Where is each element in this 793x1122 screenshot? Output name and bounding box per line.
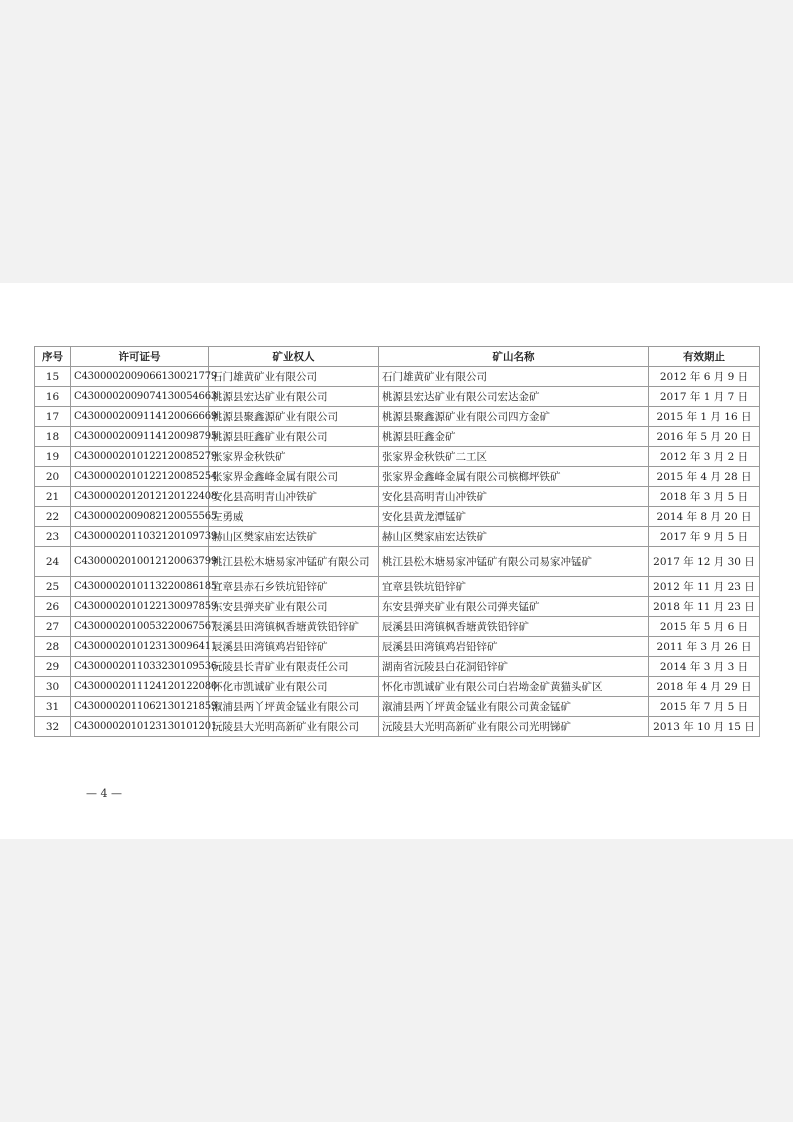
table-row	[35, 407, 760, 427]
row-rights-holder: 石门雄黄矿业有限公司	[209, 367, 379, 387]
table-row	[35, 487, 760, 507]
document-page	[0, 283, 793, 839]
row-license-number: C4300002010123130101201	[71, 717, 209, 737]
row-expiry-date: 2012 年 6 月 9 日	[649, 367, 760, 387]
header-serial-number: 序号	[35, 347, 71, 367]
row-serial-number: 25	[35, 577, 71, 597]
row-expiry-date: 2016 年 5 月 20 日	[649, 427, 760, 447]
row-license-number: C4300002009074130054663	[71, 387, 209, 407]
row-mine-name: 辰溪县田湾镇鸡岩铅锌矿	[379, 637, 649, 657]
row-mine-name: 东安县弹夹矿业有限公司弹夹锰矿	[379, 597, 649, 617]
row-serial-number: 22	[35, 507, 71, 527]
row-mine-name: 赫山区樊家庙宏达铁矿	[379, 527, 649, 547]
row-license-number: C4300002011062130121859	[71, 697, 209, 717]
row-rights-holder: 赫山区樊家庙宏达铁矿	[209, 527, 379, 547]
row-expiry-date: 2018 年 4 月 29 日	[649, 677, 760, 697]
row-license-number: C4300002010053220067567	[71, 617, 209, 637]
table-row	[35, 717, 760, 737]
row-mine-name: 湖南省沅陵县白花洞铅锌矿	[379, 657, 649, 677]
row-license-number: C4300002010123130096411	[71, 637, 209, 657]
table-row	[35, 577, 760, 597]
table-row	[35, 637, 760, 657]
row-serial-number: 19	[35, 447, 71, 467]
row-mine-name: 桃源县旺鑫金矿	[379, 427, 649, 447]
row-rights-holder: 左勇威	[209, 507, 379, 527]
row-serial-number: 17	[35, 407, 71, 427]
row-mine-name: 石门雄黄矿业有限公司	[379, 367, 649, 387]
table-row	[35, 547, 760, 577]
row-expiry-date: 2017 年 1 月 7 日	[649, 387, 760, 407]
table-header-row	[35, 347, 760, 367]
row-mine-name: 宜章县铁坑铅锌矿	[379, 577, 649, 597]
row-mine-name: 溆浦县两丫坪黄金锰业有限公司黄金锰矿	[379, 697, 649, 717]
table-row	[35, 527, 760, 547]
mining-permit-table	[34, 346, 760, 737]
row-license-number: C4300002009066130021779	[71, 367, 209, 387]
header-expiry-date: 有效期止	[649, 347, 760, 367]
table-row	[35, 447, 760, 467]
row-expiry-date: 2018 年 11 月 23 日	[649, 597, 760, 617]
row-mine-name: 安化县高明青山冲铁矿	[379, 487, 649, 507]
row-rights-holder: 张家界金鑫峰金属有限公司	[209, 467, 379, 487]
row-expiry-date: 2015 年 4 月 28 日	[649, 467, 760, 487]
row-license-number: C4300002011032120109739	[71, 527, 209, 547]
row-mine-name: 张家界金秋铁矿二工区	[379, 447, 649, 467]
row-expiry-date: 2014 年 8 月 20 日	[649, 507, 760, 527]
row-expiry-date: 2012 年 3 月 2 日	[649, 447, 760, 467]
row-rights-holder: 东安县弹夹矿业有限公司	[209, 597, 379, 617]
row-rights-holder: 怀化市凯诚矿业有限公司	[209, 677, 379, 697]
row-expiry-date: 2017 年 12 月 30 日	[649, 547, 760, 577]
row-serial-number: 20	[35, 467, 71, 487]
table-row	[35, 597, 760, 617]
row-mine-name: 桃江县松木塘易家冲锰矿有限公司易家冲锰矿	[379, 547, 649, 577]
row-rights-holder: 沅陵县大光明高新矿业有限公司	[209, 717, 379, 737]
row-mine-name: 沅陵县大光明高新矿业有限公司光明锑矿	[379, 717, 649, 737]
row-serial-number: 32	[35, 717, 71, 737]
row-serial-number: 31	[35, 697, 71, 717]
row-license-number: C4300002010012120063799	[71, 547, 209, 577]
row-expiry-date: 2014 年 3 月 3 日	[649, 657, 760, 677]
table-row	[35, 427, 760, 447]
row-serial-number: 26	[35, 597, 71, 617]
row-serial-number: 18	[35, 427, 71, 447]
table-row	[35, 617, 760, 637]
row-rights-holder: 安化县高明青山冲铁矿	[209, 487, 379, 507]
table-row	[35, 507, 760, 527]
row-serial-number: 21	[35, 487, 71, 507]
row-mine-name: 桃源县聚鑫源矿业有限公司四方金矿	[379, 407, 649, 427]
row-mine-name: 张家界金鑫峰金属有限公司槟榔坪铁矿	[379, 467, 649, 487]
table-row	[35, 697, 760, 717]
row-license-number: C4300002010122130097859	[71, 597, 209, 617]
row-rights-holder: 桃源县旺鑫矿业有限公司	[209, 427, 379, 447]
table-body	[35, 367, 760, 737]
table-row	[35, 367, 760, 387]
row-license-number: C4300002011033230109536	[71, 657, 209, 677]
row-serial-number: 29	[35, 657, 71, 677]
row-rights-holder: 溆浦县两丫坪黄金锰业有限公司	[209, 697, 379, 717]
row-serial-number: 30	[35, 677, 71, 697]
row-expiry-date: 2015 年 1 月 16 日	[649, 407, 760, 427]
row-rights-holder: 沅陵县长青矿业有限责任公司	[209, 657, 379, 677]
row-mine-name: 桃源县宏达矿业有限公司宏达金矿	[379, 387, 649, 407]
row-rights-holder: 桃源县宏达矿业有限公司	[209, 387, 379, 407]
row-expiry-date: 2012 年 11 月 23 日	[649, 577, 760, 597]
row-rights-holder: 辰溪县田湾镇鸡岩铅锌矿	[209, 637, 379, 657]
row-serial-number: 23	[35, 527, 71, 547]
row-serial-number: 27	[35, 617, 71, 637]
row-license-number: C4300002010113220086185	[71, 577, 209, 597]
row-rights-holder: 桃源县聚鑫源矿业有限公司	[209, 407, 379, 427]
row-rights-holder: 桃江县松木塘易家冲锰矿有限公司	[209, 547, 379, 577]
row-expiry-date: 2013 年 10 月 15 日	[649, 717, 760, 737]
header-license-number: 许可证号	[71, 347, 209, 367]
table-row	[35, 657, 760, 677]
row-mine-name: 怀化市凯诚矿业有限公司白岩坳金矿黄猫头矿区	[379, 677, 649, 697]
row-expiry-date: 2017 年 9 月 5 日	[649, 527, 760, 547]
row-serial-number: 28	[35, 637, 71, 657]
row-license-number: C4300002012012120122408	[71, 487, 209, 507]
row-license-number: C4300002010122120085279	[71, 447, 209, 467]
row-license-number: C4300002009114120098795	[71, 427, 209, 447]
table-row	[35, 467, 760, 487]
row-license-number: C4300002009082120055565	[71, 507, 209, 527]
header-rights-holder: 矿业权人	[209, 347, 379, 367]
row-expiry-date: 2018 年 3 月 5 日	[649, 487, 760, 507]
row-mine-name: 辰溪县田湾镇枫香塘黄铁铅锌矿	[379, 617, 649, 637]
row-serial-number: 24	[35, 547, 71, 577]
table-row	[35, 387, 760, 407]
row-expiry-date: 2015 年 7 月 5 日	[649, 697, 760, 717]
table-row	[35, 677, 760, 697]
row-license-number: C4300002010122120085254	[71, 467, 209, 487]
row-serial-number: 15	[35, 367, 71, 387]
header-mine-name: 矿山名称	[379, 347, 649, 367]
row-expiry-date: 2015 年 5 月 6 日	[649, 617, 760, 637]
row-license-number: C4300002009114120066669	[71, 407, 209, 427]
row-mine-name: 安化县黄龙潭锰矿	[379, 507, 649, 527]
row-expiry-date: 2011 年 3 月 26 日	[649, 637, 760, 657]
row-rights-holder: 宜章县赤石乡铁坑铅锌矿	[209, 577, 379, 597]
row-serial-number: 16	[35, 387, 71, 407]
row-rights-holder: 张家界金秋铁矿	[209, 447, 379, 467]
row-rights-holder: 辰溪县田湾镇枫香塘黄铁铅锌矿	[209, 617, 379, 637]
row-license-number: C4300002011124120122080	[71, 677, 209, 697]
page-number: — 4 —	[86, 787, 122, 800]
